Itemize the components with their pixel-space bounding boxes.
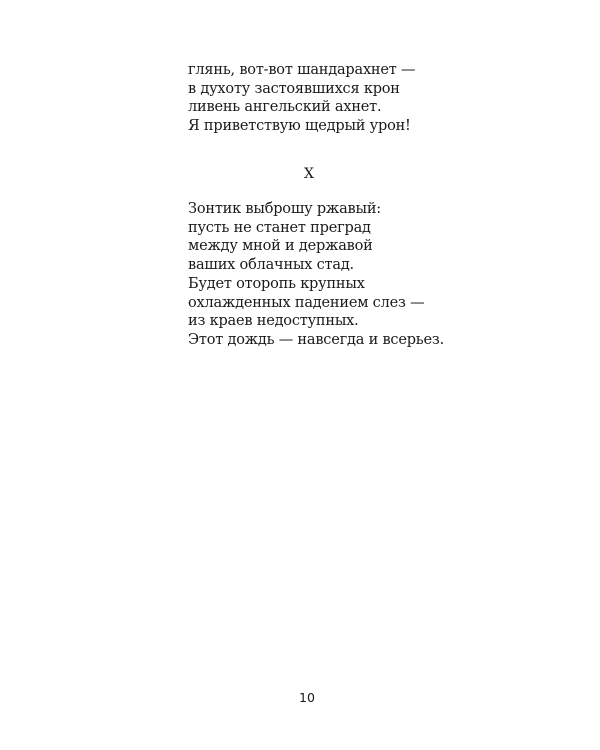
poem-line: между мной и державой: [188, 238, 373, 255]
poem-line: Я приветствую щедрый урон!: [188, 118, 411, 135]
poem-stanza-x: [188, 200, 444, 350]
poem-line: Будет оторопь крупных: [188, 275, 365, 292]
poem-line: Зонтик выброшу ржавый:: [188, 201, 381, 217]
poem-line: ваших облачных стад.: [188, 257, 354, 274]
poem-line: охлажденных падением слез —: [188, 294, 425, 311]
poem-line: глянь, вот-вот шандарахнет —: [188, 62, 416, 78]
page-number: 10: [299, 690, 315, 705]
poem-line: ливень ангельский ахнет.: [188, 99, 382, 116]
poem-line: Этот дождь — навсегда и всерьез.: [188, 331, 444, 348]
poem-line: пусть не станет преград: [188, 219, 371, 236]
poem-line: в духоту застоявшихся крон: [188, 80, 400, 97]
poem-line: из краев недоступных.: [188, 313, 359, 330]
section-heading: X: [304, 166, 314, 182]
poem-stanza-previous: [188, 61, 415, 136]
